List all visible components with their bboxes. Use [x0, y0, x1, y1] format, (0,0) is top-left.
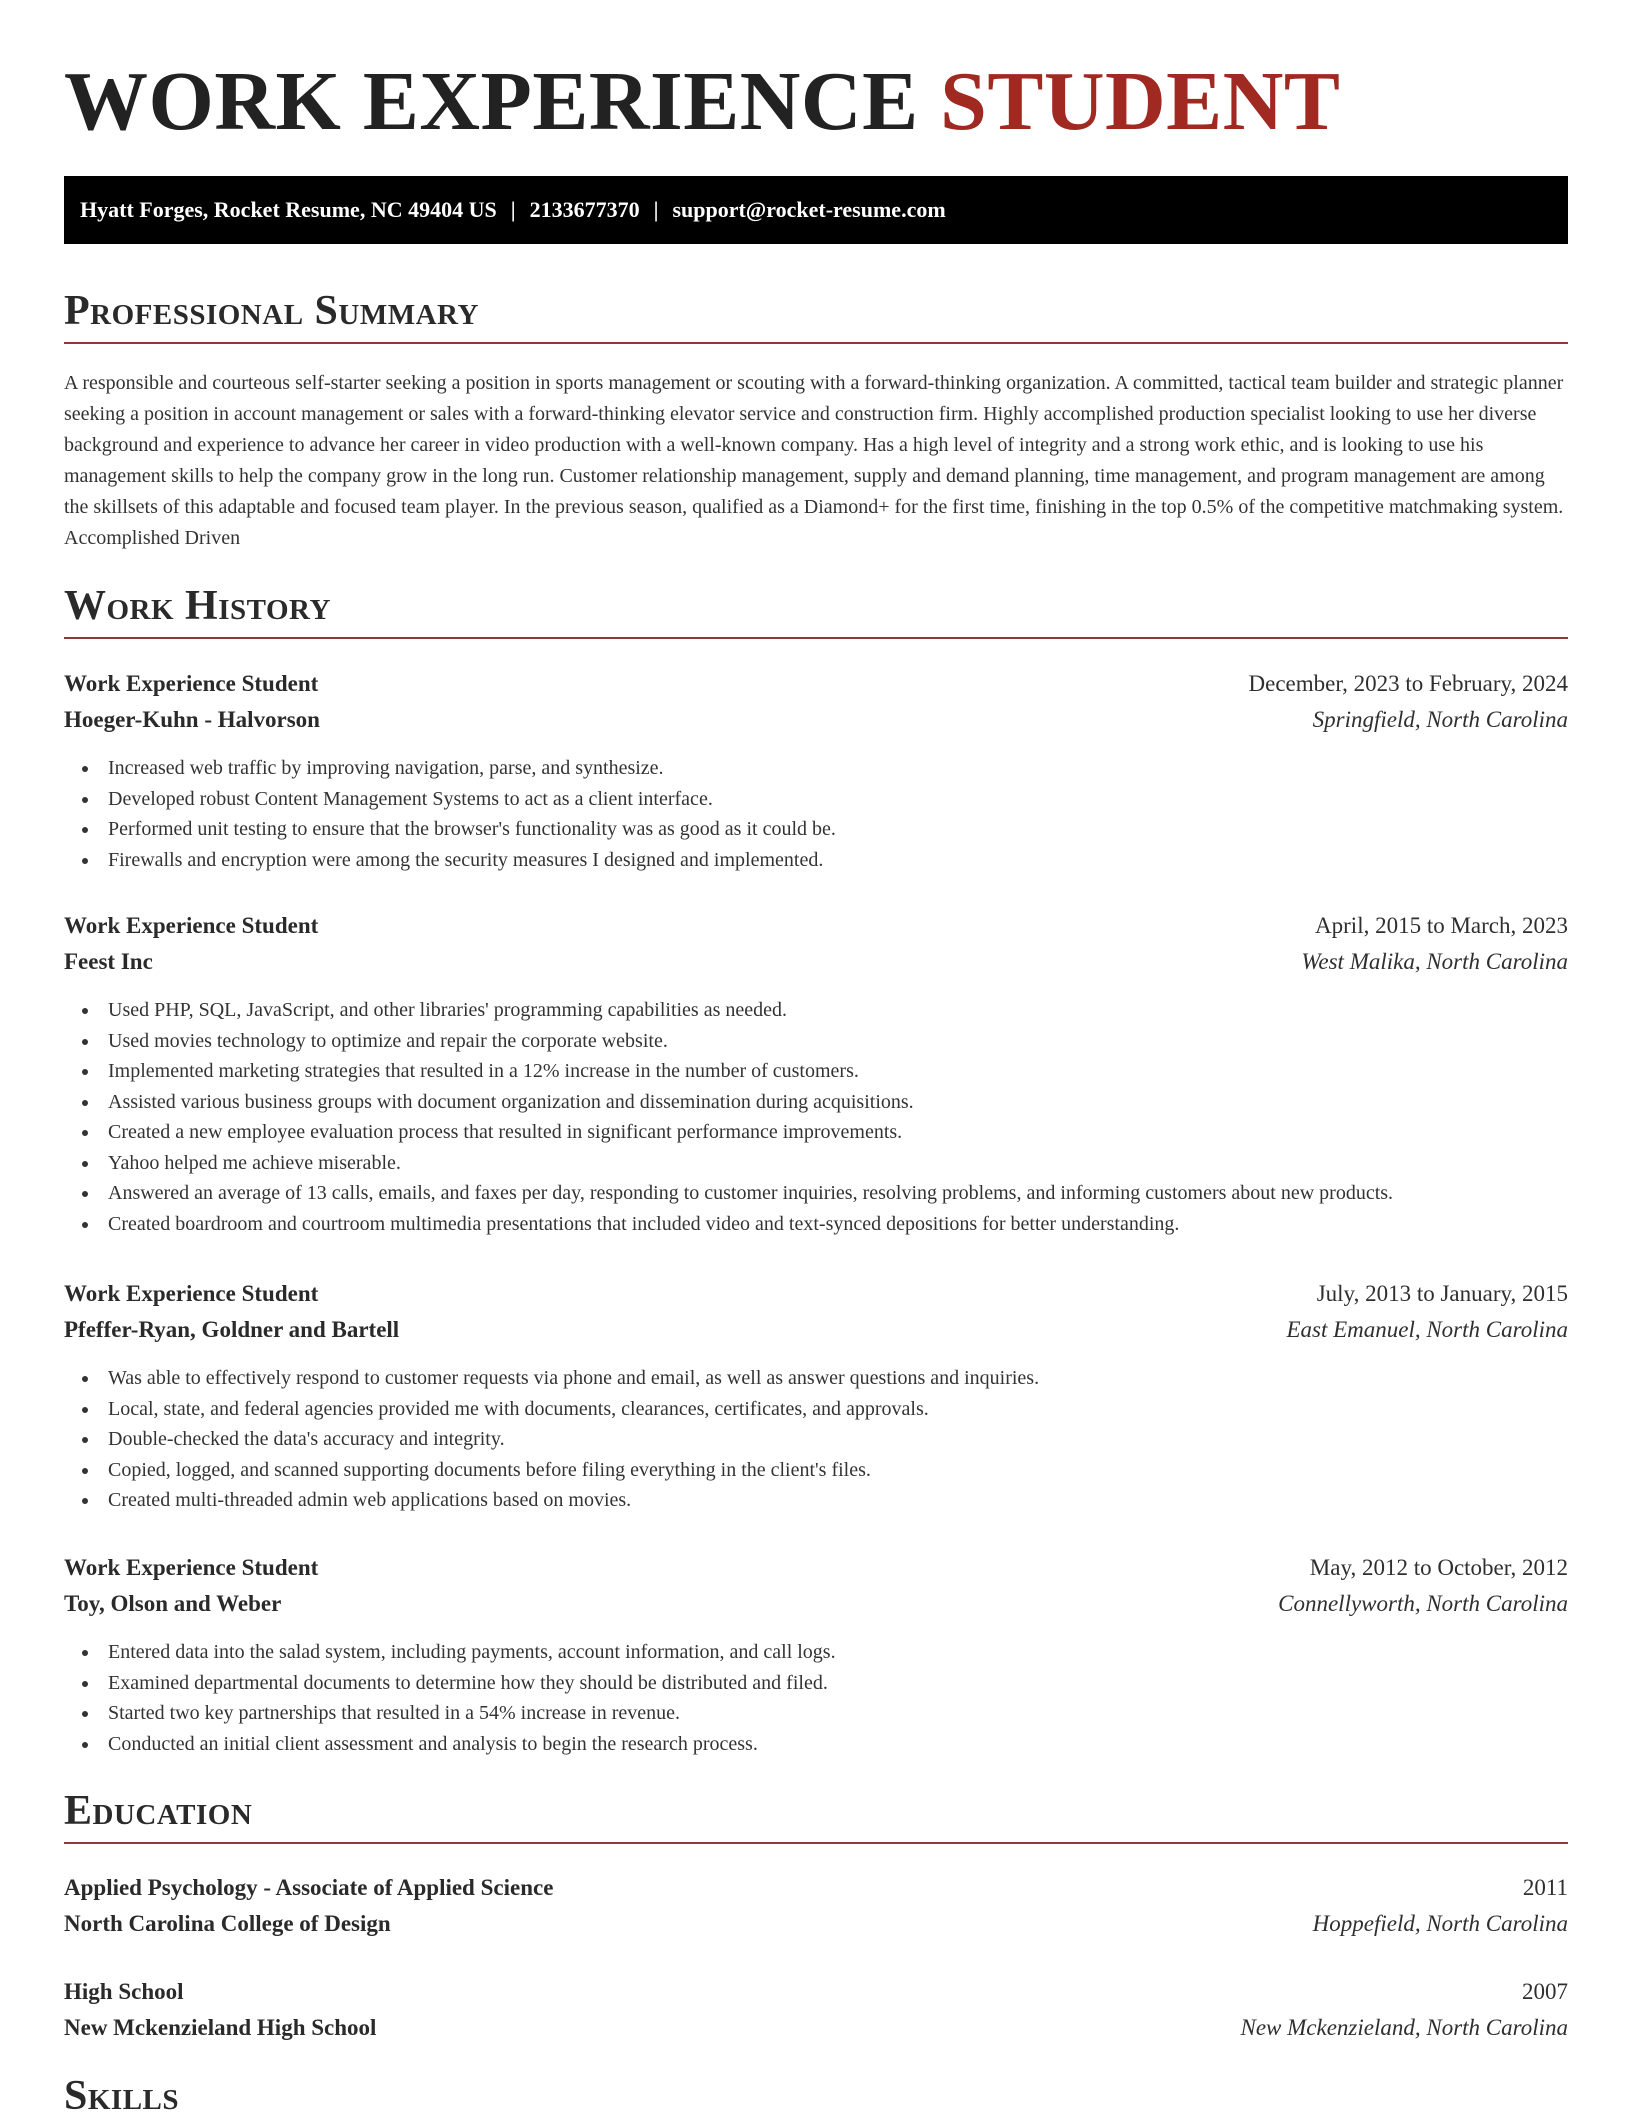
job-header [64, 666, 1568, 702]
job-title: Work Experience Student [64, 1555, 319, 1580]
education-header [64, 1974, 1568, 2010]
job-bullet: Entered data into the salad system, including payments, account information, and call logs. [108, 1637, 1612, 1668]
job-bullet: Created multi-threaded admin web applications based on movies. [108, 1485, 1612, 1516]
education-school: New Mckenzieland High School [64, 2015, 377, 2040]
contact-address: Hyatt Forges, Rocket Resume, NC 49404 US [80, 197, 497, 222]
job-title: Work Experience Student [64, 1281, 319, 1306]
job-bullet: Implemented marketing strategies that resulted in a 12% increase in the number of customers. [108, 1056, 1612, 1087]
job-dates: April, 2015 to March, 2023 [1315, 913, 1568, 938]
job-bullet: Answered an average of 13 calls, emails, and faxes per day, responding to customer inquiries, resolving problems, and informing customers about new products. [108, 1178, 1612, 1209]
job-location: Connellyworth, North Carolina [1278, 1591, 1568, 1616]
skills-heading: Skills [64, 2073, 180, 2119]
job-bullet: Created boardroom and courtroom multimedia presentations that included video and text-synced depositions for better understanding. [108, 1209, 1612, 1240]
job-bullet: Double-checked the data's accuracy and integrity. [108, 1424, 1612, 1455]
job-bullets [64, 1637, 1612, 1759]
education-header [64, 1870, 1568, 1906]
education-year: 2011 [1522, 1875, 1568, 1900]
job-bullet: Was able to effectively respond to customer requests via phone and email, as well as answer questions and inquiries. [108, 1363, 1612, 1394]
education-location: New Mckenzieland, North Carolina [1240, 2015, 1568, 2040]
job-company: Feest Inc [64, 949, 153, 974]
job-company: Toy, Olson and Weber [64, 1591, 282, 1616]
summary-text: A responsible and courteous self-starter seeking a position in sports management or scouting with a forward-thinking organization. A committed, tactical team builder and strategic planner seeking a position in account management or sales with a forward-thinking elevator service and construction firm. Highly accomplished production specialist looking to use her diverse background and experience to advance her career in video production with a well-known company. Has a high level of integrity and a strong work ethic, and is looking to use his management skills to help the company grow in the long run. Customer relationship management, supply and demand planning, time management, and program management are among the skillsets of this adaptable and focused team player. In the previous season, qualified as a Diamond+ for the first time, finishing in the top 0.5% of the competitive matchmaking system. Accomplished Driven [64, 372, 1564, 549]
education-degree: High School [64, 1979, 184, 2004]
education-subheader [64, 2010, 1568, 2046]
job-bullets [64, 995, 1612, 1239]
job-bullet: Copied, logged, and scanned supporting documents before filing everything in the client's files. [108, 1455, 1612, 1486]
job-dates: July, 2013 to January, 2015 [1316, 1281, 1568, 1306]
job-header [64, 1276, 1568, 1312]
contact-separator: | [653, 197, 659, 222]
job-header [64, 1550, 1568, 1586]
job-subheader [64, 1586, 1568, 1622]
job-title: Work Experience Student [64, 671, 319, 696]
job-bullet: Used PHP, SQL, JavaScript, and other libraries' programming capabilities as needed. [108, 995, 1612, 1026]
job-bullet: Yahoo helped me achieve miserable. [108, 1148, 1612, 1179]
job-dates: May, 2012 to October, 2012 [1309, 1555, 1568, 1580]
job-bullet: Local, state, and federal agencies provided me with documents, clearances, certificates, and approvals. [108, 1394, 1612, 1425]
education-school: North Carolina College of Design [64, 1911, 391, 1936]
job-subheader [64, 702, 1568, 738]
job-company: Pfeffer-Ryan, Goldner and Bartell [64, 1317, 400, 1342]
job-title: Work Experience Student [64, 913, 319, 938]
job-bullet: Assisted various business groups with document organization and dissemination during acquisitions. [108, 1087, 1612, 1118]
education-subheader [64, 1906, 1568, 1942]
job-header [64, 908, 1568, 944]
education-heading: Education [64, 1786, 1568, 1844]
job-bullet: Performed unit testing to ensure that the browser's functionality was as good as it could be. [108, 814, 1612, 845]
contact-bar [64, 176, 1568, 244]
job-dates: December, 2023 to February, 2024 [1248, 671, 1568, 696]
title-accent: STUDENT [940, 55, 1341, 148]
job-bullets [64, 753, 1612, 875]
contact-phone: 2133677370 [529, 197, 640, 222]
job-bullet: Examined departmental documents to determine how they should be distributed and filed. [108, 1668, 1612, 1699]
job-bullet: Firewalls and encryption were among the security measures I designed and implemented. [108, 845, 1612, 876]
job-location: West Malika, North Carolina [1301, 949, 1568, 974]
work-history-heading: Work History [64, 581, 1568, 639]
education-year: 2007 [1522, 1979, 1568, 2004]
job-location: Springfield, North Carolina [1312, 707, 1568, 732]
education-location: Hoppefield, North Carolina [1312, 1911, 1568, 1936]
job-subheader [64, 944, 1568, 980]
contact-email: support@rocket-resume.com [672, 197, 946, 222]
resume-title [64, 52, 1340, 152]
education-degree: Applied Psychology - Associate of Applied Science [64, 1875, 554, 1900]
title-main: WORK EXPERIENCE [64, 55, 919, 148]
job-subheader [64, 1312, 1568, 1348]
contact-separator: | [510, 197, 516, 222]
job-bullet: Increased web traffic by improving navigation, parse, and synthesize. [108, 753, 1612, 784]
job-bullet: Conducted an initial client assessment and analysis to begin the research process. [108, 1729, 1612, 1760]
job-bullet: Used movies technology to optimize and repair the corporate website. [108, 1026, 1612, 1057]
job-bullet: Developed robust Content Management Systems to act as a client interface. [108, 784, 1612, 815]
job-bullet: Created a new employee evaluation process that resulted in significant performance improvements. [108, 1117, 1612, 1148]
job-bullets [64, 1363, 1612, 1516]
summary-heading: Professional Summary [64, 286, 1568, 344]
job-bullet: Started two key partnerships that resulted in a 54% increase in revenue. [108, 1698, 1612, 1729]
job-location: East Emanuel, North Carolina [1286, 1317, 1568, 1342]
job-company: Hoeger-Kuhn - Halvorson [64, 707, 320, 732]
